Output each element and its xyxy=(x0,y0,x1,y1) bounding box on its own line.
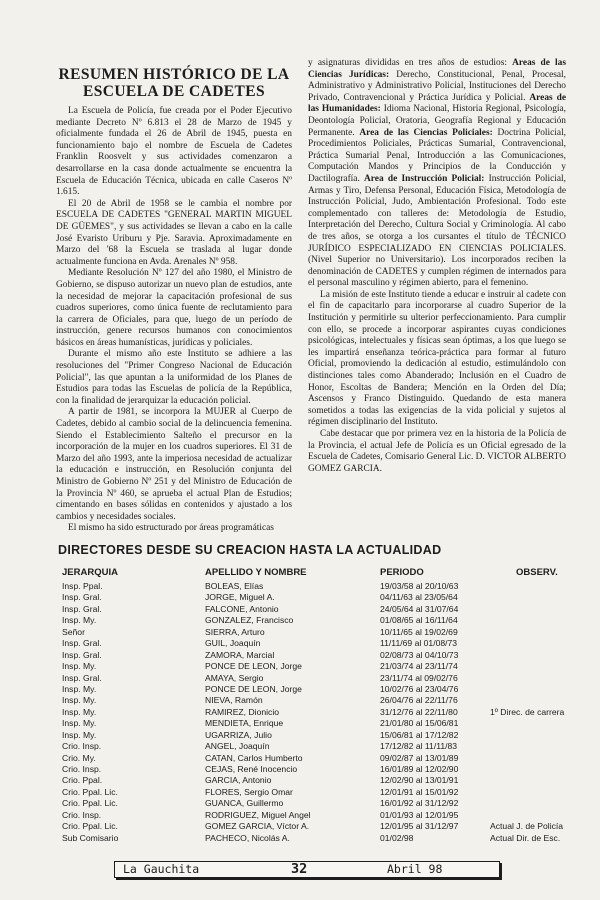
director-rank: Insp. My. xyxy=(62,706,97,717)
page-footer xyxy=(114,861,500,878)
study-areas-paragraph xyxy=(308,58,566,290)
director-name: BOLEAS, Elías xyxy=(205,581,264,591)
issue-date: Abril 98 xyxy=(387,862,443,876)
table-row xyxy=(0,581,600,592)
table-row xyxy=(0,753,600,764)
article-paragraph: La misión de este Instituto tiende a educar e instruir al cadete con el fin de capacitarlo para incorporarse al cuadro Superior de la Institución y permitirle su ulterior perfeccionamiento. Para cumplir con ello, se procede a incorporar aspirantes cuyas condiciones psicológicas, intelectuales y físicas sean óptimas, a los que luego se les impartirá enseñanza teórica-práctica para formar al futuro Oficial, promoviendo la dedicación al estudio, estimulándolo con distinciones tales como Abanderado; Inclusión en el Cuadro de Honor, Escoltas de Bandera; Mención en la Orden del Día; Ascensos y Franco Distinguido. Quedando de esta manera sometidos a todas las exigencias de la vida policial y sujetos al régimen disciplinario del Instituto. xyxy=(308,289,566,428)
director-name: GUANCA, Guillermo xyxy=(205,798,284,809)
table-row xyxy=(0,764,600,775)
director-name: ANGEL, Joaquín xyxy=(205,741,270,752)
table-row xyxy=(0,650,600,661)
table-row xyxy=(0,673,600,684)
table-row xyxy=(0,833,600,844)
director-period: 19/03/58 al 20/10/63 xyxy=(380,581,459,591)
director-name: CATAN, Carlos Humberto xyxy=(205,752,303,763)
director-rank: Crio. My. xyxy=(62,752,96,763)
table-row xyxy=(0,718,600,729)
article-paragraph: El 20 de Abril de 1958 se le cambia el nombre por ESCUELA DE CADETES "GENERAL MARTIN MIGUEL DE GÜEMES", y sus actividades se llevan a cabo en la calle José Evaristo Uriburu y Pje. Saravia. Aproximadamente en Marzo del '68 la Escuela se traslada al lugar donde actualmente funciona en Avda. Arenales Nº 958. xyxy=(56,198,292,267)
director-rank: Insp. My. xyxy=(62,729,97,740)
director-name: PACHECO, Nicolás A. xyxy=(205,832,290,843)
director-name: AMAYA, Sergio xyxy=(205,672,264,683)
director-name: GOMEZ GARCIA, Víctor A. xyxy=(205,821,310,832)
area-text: Derecho, Constitucional, Penal, Procesal, Administrativo y Administrativo Policial, Instituciones del Derecho Privado, Contravencional y Práctica Jurídica y Policial. xyxy=(308,69,566,103)
director-notes: Actual Dir. de Esc. xyxy=(490,832,561,843)
table-row xyxy=(0,684,600,695)
director-period: 24/05/64 al 31/07/64 xyxy=(380,603,459,614)
magazine-name: La Gauchita xyxy=(123,862,200,876)
director-rank: Crio. Ppal. Lic. xyxy=(62,798,118,809)
director-rank: Señor xyxy=(62,626,85,637)
article-paragraph: A partir de 1981, se incorpora la MUJER al Cuerpo de Cadetes, debido al cambio social de la delincuencia femenina. Siendo el Establecimiento Salteño el precursor en la incorporación de la mujer en los cuadros superiores. El 31 de Marzo del año 1993, ante la imperiosa necesidad de actualizar la educación e instrucción, en Resolución conjunta del Ministro de Gobierno Nº 251 y del Ministro de Educación de la Provincia Nº 460, se aprueba el actual Plan de Estudios; cimentando en bases sólidas en contenidos y ajustado a los cambios y necesidades sociales. xyxy=(56,407,292,522)
column-header-name: APELLIDO Y NOMBRE xyxy=(205,567,307,578)
director-rank: Insp. My. xyxy=(62,695,97,706)
table-row xyxy=(0,615,600,626)
director-name: GARCIA, Antonio xyxy=(205,775,272,786)
director-period: 23/11/74 al 09/02/76 xyxy=(380,672,458,683)
director-rank: Insp. My. xyxy=(62,683,97,694)
director-rank: Insp. Gral. xyxy=(62,592,102,603)
director-period: 16/01/89 al 12/02/90 xyxy=(380,764,459,774)
area-text: Idioma Nacional, Historia Regional, Psicología, Deontología Policial, Oratoria, Geografía Regional y Educación Permanente. xyxy=(308,104,566,138)
director-period: 10/02/76 al 23/04/76 xyxy=(380,683,459,694)
article-paragraph: Cabe destacar que por primera vez en la historia de la Policía de la Provincia, el actual Jefe de Policía es un Oficial egresado de la Escuela de Cadetes, Comisario General Lic. D. VICTOR ALBERTO GOMEZ GARCIA. xyxy=(308,429,566,474)
article-title: RESUMEN HISTÓRICO DE LA ESCUELA DE CADETES xyxy=(58,66,290,100)
director-rank: Insp. Gral. xyxy=(62,672,102,683)
director-rank: Crio. Insp. xyxy=(62,764,102,774)
table-row xyxy=(0,741,600,752)
director-period: 01/08/65 al 16/11/64 xyxy=(380,615,458,626)
director-name: PONCE DE LEON, Jorge xyxy=(205,661,302,672)
column-header-rank: JERARQUIA xyxy=(62,567,118,578)
table-row xyxy=(0,798,600,809)
study-areas-intro: y asignaturas divididas en tres años de estudios: xyxy=(308,58,507,68)
area-text: Instrucción Policial, Armas y Tiro, Defensa Personal, Educación Física, Metodología de Instrucción Policial, Judo, Ambientación Profesional. Todo este complementado con talleres de: Metodología de Estudio, Interpretación del Derecho, Cultura Social y Criminología. Al cabo de tres años, se otorga a los cursantes el título de TÉCNICO JURÍDICO ESPECIALIZADO EN CIENCIAS POLICIALES. (Nivel Superior no Universitario). Los incorporados reciben la denominación de CADETES y cumplen régimen de internados para el personal masculino y régimen abierto, para el femenino. xyxy=(308,173,566,289)
article-left-column xyxy=(56,58,292,535)
director-period: 12/01/91 al 15/01/92 xyxy=(380,786,459,797)
director-name: NIEVA, Ramón xyxy=(205,695,263,706)
area-heading: Areas de las Ciencias Jurídicas: xyxy=(308,58,566,80)
table-row xyxy=(0,695,600,706)
director-rank: Crio. Ppal. Lic. xyxy=(62,786,118,797)
director-period: 01/01/93 al 12/01/95 xyxy=(380,809,459,820)
director-period: 26/04/76 al 22/11/76 xyxy=(380,695,458,706)
director-period: 12/02/90 al 13/01/91 xyxy=(380,775,459,786)
director-rank: Insp. Gral. xyxy=(62,649,102,660)
director-name: GONZALEZ, Francisco xyxy=(205,615,294,626)
director-name: SIERRA, Arturo xyxy=(205,626,265,637)
table-row xyxy=(0,821,600,832)
director-name: FLORES, Sergio Omar xyxy=(205,786,293,797)
director-name: RAMIREZ, Dionicio xyxy=(205,706,280,717)
table-row xyxy=(0,707,600,718)
director-rank: Insp. Ppal. xyxy=(62,581,103,591)
director-rank: Insp. Gral. xyxy=(62,603,102,614)
director-period: 04/11/63 al 23/05/64 xyxy=(380,592,458,603)
director-period: 15/06/81 al 17/12/82 xyxy=(380,729,459,740)
area-heading: Area de las Ciencias Policiales: xyxy=(359,127,493,138)
director-name: RODRIGUEZ, Miguel Angel xyxy=(205,809,311,820)
director-name: CEJAS, René Inocencio xyxy=(205,764,298,774)
director-period: 16/01/92 al 31/12/92 xyxy=(380,798,459,809)
area-heading: Areas de las Humanidades: xyxy=(308,92,566,115)
director-name: UGARRIZA, Julio xyxy=(205,729,272,740)
director-name: GUIL, Joaquín xyxy=(205,638,261,649)
table-row xyxy=(0,775,600,786)
director-period: 21/01/80 al 15/06/81 xyxy=(380,718,459,729)
director-name: PONCE DE LEON, Jorge xyxy=(205,683,302,694)
area-text: Doctrina Policial, Procedimientos Policiales, Prácticas Sumarial, Contravencional, Práctica Sumarial Penal, Introducción a las Comunicaciones, Computación Mandos y Principios de la Conducción y Dactilografía. xyxy=(308,127,567,184)
table-row xyxy=(0,730,600,741)
table-row xyxy=(0,627,600,638)
director-name: JORGE, Miguel A. xyxy=(205,592,275,603)
director-rank: Crio. Insp. xyxy=(62,809,102,820)
director-period: 21/03/74 al 23/11/74 xyxy=(380,661,458,672)
table-row xyxy=(0,810,600,821)
table-row xyxy=(0,592,600,603)
director-name: MENDIETA, Enrique xyxy=(205,718,284,729)
page-number: 32 xyxy=(291,861,308,877)
directors-table-body xyxy=(0,581,600,844)
table-row xyxy=(0,787,600,798)
column-header-period: PERIODO xyxy=(380,567,424,578)
director-name: FALCONE, Antonio xyxy=(205,603,279,614)
director-period: 12/01/95 al 31/12/97 xyxy=(380,821,459,832)
director-name: ZAMORA, Marcial xyxy=(205,649,275,660)
director-period: 10/11/65 al 19/02/69 xyxy=(380,626,458,637)
director-rank: Crio. Ppal. xyxy=(62,775,103,786)
director-period: 01/02/98 xyxy=(380,832,414,843)
column-header-notes: OBSERV. xyxy=(516,567,558,578)
director-rank: Insp. My. xyxy=(62,661,97,672)
director-notes: 1º Direc. de carrera xyxy=(490,706,565,717)
area-heading: Area de Instrucción Policial: xyxy=(364,173,485,184)
table-row xyxy=(0,604,600,615)
director-period: 02/08/73 al 04/10/73 xyxy=(380,649,459,660)
director-rank: Insp. My. xyxy=(62,615,97,626)
table-row xyxy=(0,638,600,649)
director-period: 11/11/69 al 01/08/73 xyxy=(380,638,458,649)
directors-table-header xyxy=(0,567,600,579)
article-paragraph: El mismo ha sido estructurado por áreas programáticas xyxy=(68,523,274,534)
director-rank: Insp. My. xyxy=(62,718,97,729)
article-paragraph: Mediante Resolución Nº 127 del año 1980, el Ministro de Gobierno, se dispuso autorizar un nuevo plan de estudios, ante la necesidad de mejorar la capacitación profesional de sus cuadros superiores, como única fuente de reclutamiento para la carrera de Oficiales, para que, luego de un período de instrucción, genere recursos humanos con conocimientos básicos en áreas humanísticas, jurídicas y policiales. xyxy=(56,268,292,348)
director-rank: Crio. Ppal. Lic. xyxy=(62,821,118,832)
table-row xyxy=(0,661,600,672)
director-rank: Sub Comisario xyxy=(62,832,119,843)
article-paragraph: Durante el mismo año este Instituto se adhiere a las resoluciones del "Primer Congreso Nacional de Educación Policial", las que apuntan a la uniformidad de los Planes de Estudios para todas las Escuelas de policía de la República, con la finalidad de jerarquizar la educación policial. xyxy=(56,349,292,406)
director-period: 17/12/82 al 11/11/83 xyxy=(380,741,458,752)
article-paragraph: La Escuela de Policía, fue creada por el Poder Ejecutivo mediante Decreto Nº 6.813 el 28 de Marzo de 1945 y oficialmente fundada el 26 de Abril de 1945, puesta en funcionamiento bajo el nombre de Escuela de Cadetes Franklin Roosvelt y sus actividades comenzaron a desarrollarse en la casa donde actualmente se encuentra la Escuela de Educación Técnica, ubicada en calle Caseros Nº 1.615. xyxy=(56,106,292,198)
director-period: 09/02/87 al 13/01/89 xyxy=(380,752,459,763)
director-period: 31/12/76 al 22/11/80 xyxy=(380,706,458,717)
article-right-column xyxy=(308,58,566,475)
director-rank: Crio. Insp. xyxy=(62,741,102,752)
directors-section-title: DIRECTORES DESDE SU CREACION HASTA LA ACTUALIDAD xyxy=(58,543,442,557)
director-notes: Actual J. de Policía xyxy=(490,821,564,832)
director-rank: Insp. Gral. xyxy=(62,638,102,649)
